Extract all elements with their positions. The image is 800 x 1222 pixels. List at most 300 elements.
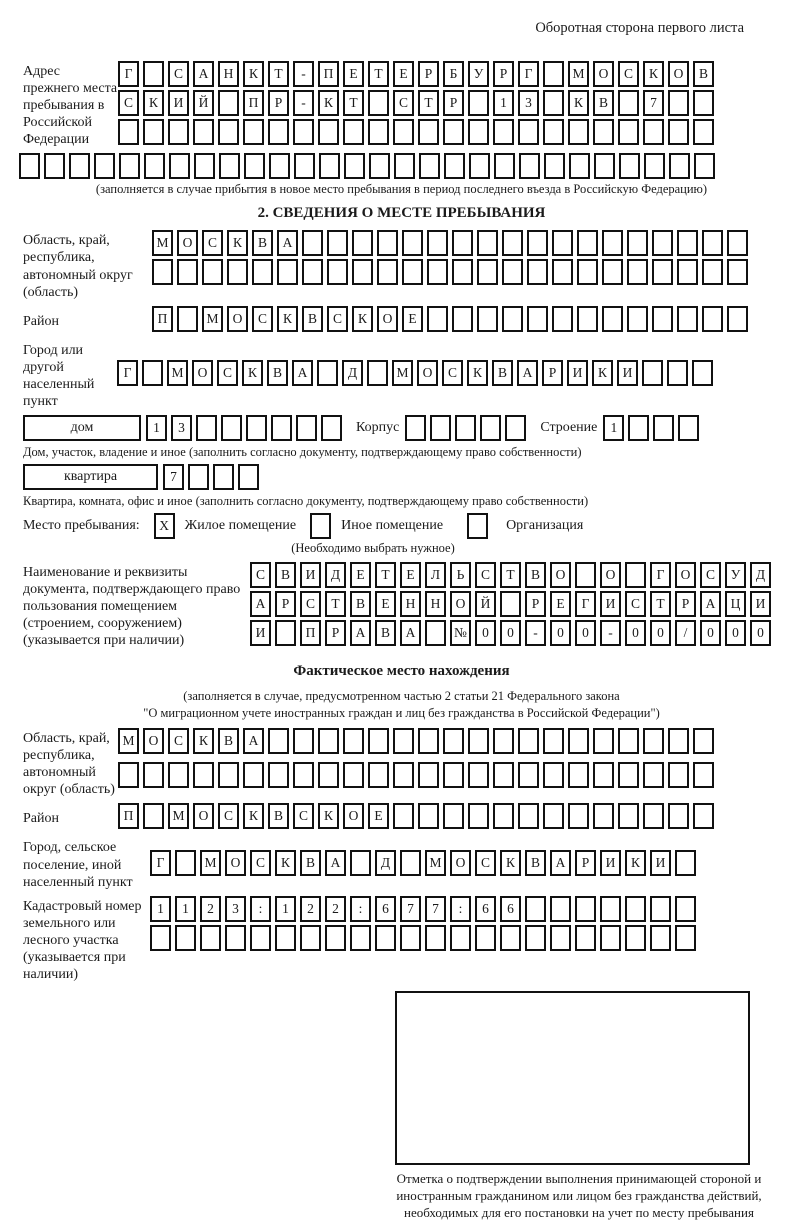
char-cell[interactable] [275,925,296,951]
char-cell[interactable]: 7 [400,896,421,922]
char-cell[interactable] [143,61,164,87]
char-cell[interactable]: О [450,591,471,617]
char-cell[interactable]: О [668,61,689,87]
char-cell[interactable] [44,153,65,179]
char-cell[interactable] [643,728,664,754]
char-cell[interactable] [425,620,446,646]
char-cell[interactable] [627,259,648,285]
house-type-box[interactable]: дом [23,415,141,441]
char-cell[interactable]: В [218,728,239,754]
char-cell[interactable]: М [167,360,188,386]
char-cell[interactable]: О [177,230,198,256]
char-cell[interactable]: П [118,803,139,829]
char-cell[interactable]: И [617,360,638,386]
char-cell[interactable]: Р [493,61,514,87]
char-cell[interactable]: К [592,360,613,386]
char-cell[interactable]: В [267,360,288,386]
char-cell[interactable] [213,464,234,490]
char-cell[interactable] [518,728,539,754]
char-cell[interactable] [677,230,698,256]
char-cell[interactable]: С [327,306,348,332]
char-cell[interactable]: И [650,850,671,876]
char-cell[interactable] [452,259,473,285]
char-cell[interactable]: С [625,591,646,617]
char-cell[interactable]: Т [418,90,439,116]
char-cell[interactable] [618,762,639,788]
char-cell[interactable] [568,119,589,145]
char-cell[interactable] [500,925,521,951]
char-cell[interactable] [196,415,217,441]
char-cell[interactable]: М [200,850,221,876]
char-cell[interactable] [552,259,573,285]
char-cell[interactable]: - [293,61,314,87]
char-cell[interactable]: 0 [475,620,496,646]
char-cell[interactable]: Р [525,591,546,617]
char-cell[interactable]: М [392,360,413,386]
char-cell[interactable] [452,230,473,256]
char-cell[interactable]: 1 [146,415,167,441]
char-cell[interactable]: У [468,61,489,87]
char-cell[interactable] [368,728,389,754]
char-cell[interactable] [568,762,589,788]
char-cell[interactable]: Р [275,591,296,617]
char-cell[interactable] [218,90,239,116]
char-cell[interactable] [393,803,414,829]
char-cell[interactable]: Т [368,61,389,87]
char-cell[interactable] [527,306,548,332]
char-cell[interactable] [694,153,715,179]
char-cell[interactable] [294,153,315,179]
char-cell[interactable]: 0 [575,620,596,646]
char-cell[interactable] [568,728,589,754]
char-cell[interactable]: А [325,850,346,876]
char-cell[interactable] [243,119,264,145]
char-cell[interactable]: К [243,61,264,87]
char-cell[interactable] [518,803,539,829]
char-cell[interactable] [300,925,321,951]
char-cell[interactable]: В [593,90,614,116]
char-cell[interactable] [302,259,323,285]
char-cell[interactable] [650,925,671,951]
char-cell[interactable] [577,306,598,332]
char-cell[interactable]: С [168,61,189,87]
char-cell[interactable] [318,119,339,145]
char-cell[interactable]: Р [542,360,563,386]
char-cell[interactable] [344,153,365,179]
char-cell[interactable]: К [352,306,373,332]
char-cell[interactable]: 2 [325,896,346,922]
char-cell[interactable]: К [227,230,248,256]
char-cell[interactable] [468,728,489,754]
char-cell[interactable]: Е [343,61,364,87]
char-cell[interactable] [452,306,473,332]
char-cell[interactable]: - [293,90,314,116]
char-cell[interactable] [427,230,448,256]
char-cell[interactable] [468,90,489,116]
char-cell[interactable] [693,728,714,754]
char-cell[interactable]: 0 [725,620,746,646]
char-cell[interactable] [271,415,292,441]
char-cell[interactable]: С [218,803,239,829]
char-cell[interactable]: И [567,360,588,386]
char-cell[interactable] [678,415,699,441]
char-cell[interactable] [552,306,573,332]
char-cell[interactable] [527,230,548,256]
char-cell[interactable]: У [725,562,746,588]
char-cell[interactable]: С [250,850,271,876]
char-cell[interactable] [69,153,90,179]
char-cell[interactable] [268,728,289,754]
char-cell[interactable] [518,762,539,788]
char-cell[interactable]: 2 [300,896,321,922]
char-cell[interactable]: Н [218,61,239,87]
char-cell[interactable] [119,153,140,179]
char-cell[interactable]: Р [675,591,696,617]
char-cell[interactable] [727,230,748,256]
char-cell[interactable] [193,119,214,145]
char-cell[interactable] [317,360,338,386]
char-cell[interactable] [625,896,646,922]
char-cell[interactable]: 1 [175,896,196,922]
char-cell[interactable]: М [152,230,173,256]
char-cell[interactable] [318,762,339,788]
char-cell[interactable]: В [300,850,321,876]
char-cell[interactable]: В [275,562,296,588]
char-cell[interactable]: С [618,61,639,87]
char-cell[interactable] [643,803,664,829]
char-cell[interactable] [377,230,398,256]
char-cell[interactable] [668,803,689,829]
char-cell[interactable] [143,803,164,829]
char-cell[interactable]: А [243,728,264,754]
char-cell[interactable] [144,153,165,179]
char-cell[interactable] [275,620,296,646]
char-cell[interactable] [321,415,342,441]
char-cell[interactable]: А [700,591,721,617]
char-cell[interactable] [493,119,514,145]
char-cell[interactable] [393,728,414,754]
char-cell[interactable] [527,259,548,285]
char-cell[interactable] [668,728,689,754]
char-cell[interactable] [444,153,465,179]
char-cell[interactable]: И [750,591,771,617]
checkbox-other-premises[interactable] [310,513,331,539]
char-cell[interactable]: О [192,360,213,386]
char-cell[interactable]: - [600,620,621,646]
char-cell[interactable]: С [168,728,189,754]
char-cell[interactable] [543,803,564,829]
char-cell[interactable] [593,762,614,788]
char-cell[interactable] [618,803,639,829]
char-cell[interactable]: Г [575,591,596,617]
char-cell[interactable] [577,259,598,285]
char-cell[interactable] [602,306,623,332]
char-cell[interactable] [618,728,639,754]
char-cell[interactable] [644,153,665,179]
char-cell[interactable]: / [675,620,696,646]
char-cell[interactable] [293,119,314,145]
char-cell[interactable]: А [350,620,371,646]
char-cell[interactable]: Г [518,61,539,87]
char-cell[interactable] [177,306,198,332]
char-cell[interactable]: : [250,896,271,922]
char-cell[interactable] [252,259,273,285]
char-cell[interactable]: К [277,306,298,332]
char-cell[interactable] [352,230,373,256]
char-cell[interactable]: К [568,90,589,116]
char-cell[interactable]: С [700,562,721,588]
char-cell[interactable] [243,762,264,788]
char-cell[interactable]: В [525,850,546,876]
char-cell[interactable]: Р [418,61,439,87]
char-cell[interactable] [375,925,396,951]
char-cell[interactable]: : [450,896,471,922]
char-cell[interactable] [277,259,298,285]
char-cell[interactable] [268,119,289,145]
char-cell[interactable]: 1 [275,896,296,922]
char-cell[interactable] [218,762,239,788]
char-cell[interactable] [502,306,523,332]
char-cell[interactable]: С [202,230,223,256]
char-cell[interactable] [393,119,414,145]
char-cell[interactable] [543,61,564,87]
char-cell[interactable] [602,259,623,285]
char-cell[interactable] [368,762,389,788]
char-cell[interactable] [443,728,464,754]
char-cell[interactable] [468,119,489,145]
char-cell[interactable]: А [550,850,571,876]
char-cell[interactable] [575,896,596,922]
char-cell[interactable] [168,119,189,145]
char-cell[interactable] [325,925,346,951]
char-cell[interactable] [477,306,498,332]
char-cell[interactable]: Г [150,850,171,876]
char-cell[interactable] [225,925,246,951]
char-cell[interactable] [343,728,364,754]
char-cell[interactable] [480,415,501,441]
char-cell[interactable] [543,119,564,145]
char-cell[interactable]: Б [443,61,464,87]
char-cell[interactable]: М [202,306,223,332]
char-cell[interactable] [643,762,664,788]
char-cell[interactable]: И [600,850,621,876]
char-cell[interactable] [493,762,514,788]
char-cell[interactable] [577,230,598,256]
char-cell[interactable] [642,360,663,386]
char-cell[interactable]: С [293,803,314,829]
char-cell[interactable] [327,230,348,256]
char-cell[interactable]: П [152,306,173,332]
char-cell[interactable]: О [343,803,364,829]
char-cell[interactable] [400,850,421,876]
char-cell[interactable]: : [350,896,371,922]
char-cell[interactable] [502,259,523,285]
char-cell[interactable] [405,415,426,441]
char-cell[interactable] [367,360,388,386]
char-cell[interactable] [250,925,271,951]
char-cell[interactable]: 3 [518,90,539,116]
char-cell[interactable] [628,415,649,441]
char-cell[interactable] [518,119,539,145]
apartment-type-box[interactable]: квартира [23,464,158,490]
char-cell[interactable]: К [318,90,339,116]
char-cell[interactable]: К [467,360,488,386]
char-cell[interactable] [394,153,415,179]
char-cell[interactable] [568,803,589,829]
char-cell[interactable]: С [118,90,139,116]
char-cell[interactable]: Ц [725,591,746,617]
char-cell[interactable]: В [492,360,513,386]
char-cell[interactable] [219,153,240,179]
char-cell[interactable] [143,119,164,145]
char-cell[interactable]: 1 [493,90,514,116]
char-cell[interactable]: Е [550,591,571,617]
char-cell[interactable]: С [442,360,463,386]
char-cell[interactable]: С [475,562,496,588]
char-cell[interactable]: В [525,562,546,588]
char-cell[interactable]: Й [193,90,214,116]
char-cell[interactable]: С [217,360,238,386]
char-cell[interactable]: П [243,90,264,116]
char-cell[interactable] [693,90,714,116]
char-cell[interactable]: Т [268,61,289,87]
char-cell[interactable]: А [292,360,313,386]
char-cell[interactable]: О [550,562,571,588]
char-cell[interactable]: Р [443,90,464,116]
char-cell[interactable]: Т [375,562,396,588]
char-cell[interactable]: С [252,306,273,332]
char-cell[interactable] [505,415,526,441]
char-cell[interactable]: Д [375,850,396,876]
char-cell[interactable]: Т [343,90,364,116]
char-cell[interactable]: Д [750,562,771,588]
char-cell[interactable]: 0 [625,620,646,646]
char-cell[interactable]: Т [325,591,346,617]
char-cell[interactable] [468,762,489,788]
char-cell[interactable] [618,119,639,145]
char-cell[interactable]: Е [350,562,371,588]
char-cell[interactable] [302,230,323,256]
char-cell[interactable]: К [318,803,339,829]
char-cell[interactable] [430,415,451,441]
char-cell[interactable] [468,803,489,829]
char-cell[interactable] [727,259,748,285]
char-cell[interactable] [593,119,614,145]
char-cell[interactable] [425,925,446,951]
char-cell[interactable] [550,896,571,922]
char-cell[interactable] [469,153,490,179]
char-cell[interactable] [343,762,364,788]
char-cell[interactable]: К [643,61,664,87]
char-cell[interactable]: М [118,728,139,754]
char-cell[interactable] [675,896,696,922]
char-cell[interactable]: 6 [375,896,396,922]
char-cell[interactable] [575,562,596,588]
char-cell[interactable]: В [302,306,323,332]
char-cell[interactable]: О [417,360,438,386]
char-cell[interactable] [350,850,371,876]
char-cell[interactable] [350,925,371,951]
char-cell[interactable] [668,119,689,145]
char-cell[interactable]: 7 [643,90,664,116]
char-cell[interactable] [450,925,471,951]
char-cell[interactable]: И [250,620,271,646]
char-cell[interactable] [194,153,215,179]
char-cell[interactable] [702,259,723,285]
char-cell[interactable] [177,259,198,285]
char-cell[interactable] [343,119,364,145]
char-cell[interactable]: В [375,620,396,646]
char-cell[interactable]: О [143,728,164,754]
char-cell[interactable] [502,230,523,256]
char-cell[interactable] [238,464,259,490]
char-cell[interactable] [319,153,340,179]
char-cell[interactable]: А [277,230,298,256]
char-cell[interactable]: Р [325,620,346,646]
char-cell[interactable] [169,153,190,179]
char-cell[interactable]: Р [575,850,596,876]
char-cell[interactable] [627,230,648,256]
char-cell[interactable] [653,415,674,441]
char-cell[interactable] [593,803,614,829]
char-cell[interactable] [221,415,242,441]
char-cell[interactable] [142,360,163,386]
char-cell[interactable]: К [500,850,521,876]
char-cell[interactable] [625,562,646,588]
char-cell[interactable]: К [625,850,646,876]
char-cell[interactable] [543,762,564,788]
char-cell[interactable] [427,306,448,332]
char-cell[interactable] [352,259,373,285]
char-cell[interactable] [525,896,546,922]
char-cell[interactable] [692,360,713,386]
char-cell[interactable] [427,259,448,285]
char-cell[interactable] [652,259,673,285]
char-cell[interactable] [318,728,339,754]
char-cell[interactable]: Е [402,306,423,332]
char-cell[interactable]: Г [118,61,139,87]
char-cell[interactable]: 3 [225,896,246,922]
char-cell[interactable] [402,259,423,285]
char-cell[interactable] [643,119,664,145]
char-cell[interactable]: 6 [500,896,521,922]
char-cell[interactable] [168,762,189,788]
checkbox-residential[interactable]: X [154,513,175,539]
char-cell[interactable] [118,119,139,145]
char-cell[interactable]: В [693,61,714,87]
char-cell[interactable]: М [425,850,446,876]
char-cell[interactable]: Р [268,90,289,116]
char-cell[interactable]: М [568,61,589,87]
char-cell[interactable] [519,153,540,179]
char-cell[interactable]: 2 [200,896,221,922]
char-cell[interactable]: О [675,562,696,588]
char-cell[interactable] [418,119,439,145]
char-cell[interactable]: А [193,61,214,87]
char-cell[interactable] [118,762,139,788]
char-cell[interactable] [150,925,171,951]
char-cell[interactable]: О [450,850,471,876]
char-cell[interactable]: 6 [475,896,496,922]
char-cell[interactable]: С [250,562,271,588]
char-cell[interactable] [418,762,439,788]
char-cell[interactable]: 0 [500,620,521,646]
char-cell[interactable]: В [252,230,273,256]
char-cell[interactable] [227,259,248,285]
char-cell[interactable] [668,90,689,116]
char-cell[interactable]: Е [400,562,421,588]
char-cell[interactable] [402,230,423,256]
